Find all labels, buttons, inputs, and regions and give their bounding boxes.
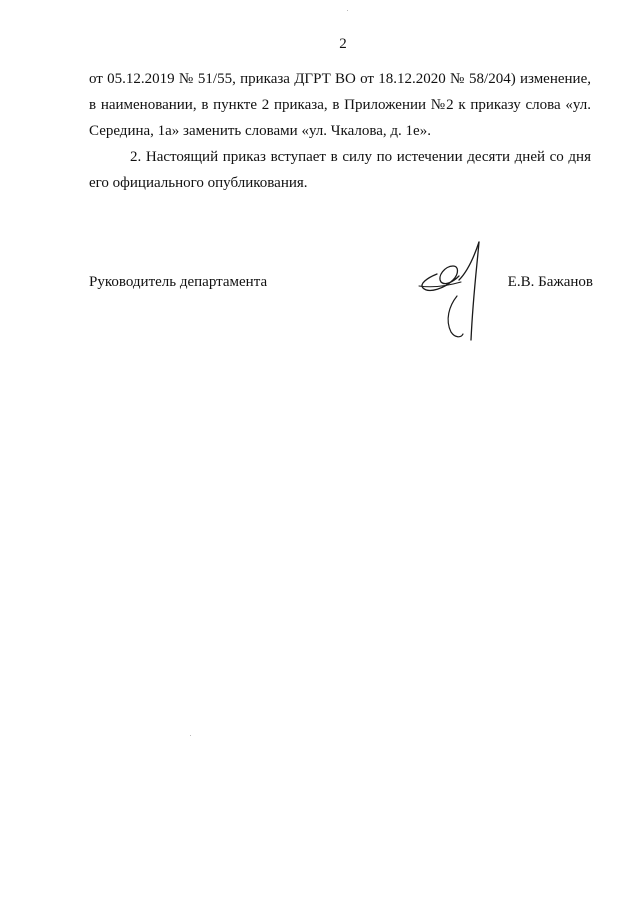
document-body (89, 66, 591, 196)
signer-name: Е.В. Бажанов (507, 274, 593, 290)
scan-speck (190, 735, 191, 736)
paragraph-1 (89, 66, 591, 144)
paragraph-2 (89, 144, 591, 196)
paragraph-1-line-3: Середина, 1а» заменить словами «ул. Чкалова, д. 1е». (89, 123, 431, 139)
signer-title: Руководитель департамента (89, 274, 268, 290)
paragraph-1-line-2: в наименовании, в пункте 2 приказа, в Приложении №2 к приказу слова «ул. (89, 97, 591, 113)
paragraph-2-line-2: его официального опубликования. (89, 175, 308, 191)
page-number: 2 (339, 36, 347, 52)
paragraph-2-line-1: 2. Настоящий приказ вступает в силу по истечении десяти дней со дня (130, 149, 591, 165)
handwritten-signature (415, 236, 505, 344)
signature-block (89, 270, 593, 350)
scan-speck (347, 10, 348, 11)
paragraph-1-line-1: от 05.12.2019 № 51/55, приказа ДГРТ ВО от 18.12.2020 № 58/204) изменение, (89, 71, 591, 87)
